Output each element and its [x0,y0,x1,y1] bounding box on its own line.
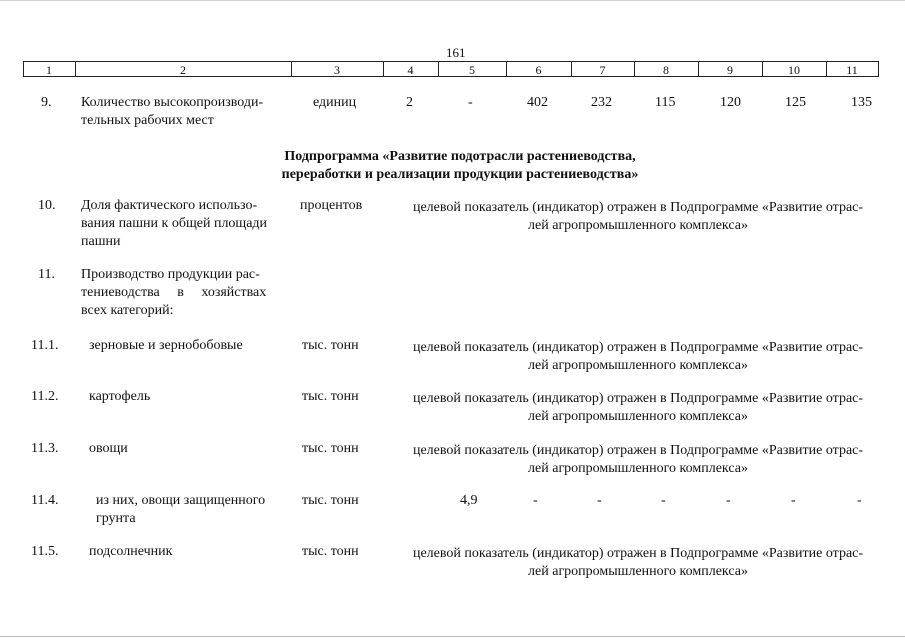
value-col-8: - [661,493,666,508]
indicator-name [96,492,265,528]
indicator-name-line: тельных рабочих мест [81,113,214,128]
row-number: 10. [38,198,56,213]
unit: процентов [300,198,363,213]
subprogram-title-line: переработки и реализации продукции растениеводства» [281,167,639,182]
indicator-note-line: целевой показатель (индикатор) отражен в Подпрограмме «Развитие отрас- [412,546,864,561]
scan-edge-top [0,0,905,1]
unit: тыс. тонн [302,441,359,456]
value-col-7: - [597,493,602,508]
value-col-10: - [791,493,796,508]
indicator-name: подсолнечник [89,544,173,559]
row-number: 11.2. [31,389,59,404]
indicator-note-line: лей агропромышленного комплекса» [528,409,748,424]
indicator-name-line: Производство продукции рас- [81,267,260,282]
indicator-note-line: целевой показатель (индикатор) отражен в Подпрограмме «Развитие отрас- [412,340,864,355]
value-col-4: 2 [406,95,413,110]
header-col-7: 7 [599,63,606,77]
header-col-1: 1 [46,63,52,77]
scan-edge-bottom [0,636,905,637]
value-col-4-5: 4,9 [460,493,478,508]
header-col-10: 10 [788,63,800,77]
indicator-name-line: пашни [81,234,121,249]
value-col-10: 125 [785,95,806,110]
header-col-3: 3 [334,63,340,77]
header-col-9: 9 [727,63,733,77]
indicator-note-line: целевой показатель (индикатор) отражен в Подпрограмме «Развитие отрас- [412,391,864,406]
row-number: 11. [38,267,55,282]
indicator-name [81,266,286,320]
subprogram-title-line: Подпрограмма «Развитие подотрасли растениеводства, [284,149,636,164]
indicator-note [388,199,888,235]
header-col-11: 11 [846,63,858,77]
indicator-note-line: целевой показатель (индикатор) отражен в Подпрограмме «Развитие отрас- [412,443,864,458]
indicator-name [81,197,286,251]
row-number: 11.4. [31,493,59,508]
header-col-5: 5 [469,63,475,77]
value-col-6: - [533,493,538,508]
header-col-8: 8 [663,63,669,77]
indicator-note-line: лей агропромышленного комплекса» [528,461,748,476]
indicator-name: зерновые и зернобобовые [89,338,243,353]
indicator-note-line: лей агропромышленного комплекса» [528,564,748,579]
indicator-name-line: вания пашни к общей площади [81,216,268,231]
value-col-7: 232 [591,95,612,110]
page-number: 161 [446,45,466,60]
indicator-name-line: всех категорий: [81,303,174,318]
header-col-2: 2 [180,63,186,77]
unit: единиц [313,95,357,110]
unit: тыс. тонн [302,544,359,559]
row-number: 11.1. [31,338,59,353]
value-col-6: 402 [527,95,548,110]
value-col-9: - [726,493,731,508]
indicator-name-line: тениеводства в хозяйствах [81,285,267,300]
subprogram-title [200,148,720,184]
unit: тыс. тонн [302,493,359,508]
unit: тыс. тонн [302,338,359,353]
indicator-note [388,442,888,478]
indicator-name [81,94,286,130]
value-col-5: - [468,95,473,110]
value-col-11: 135 [851,95,872,110]
value-col-11: - [857,493,862,508]
indicator-note [388,545,888,581]
row-number: 11.3. [31,441,59,456]
indicator-name-line: Количество высокопроизводи- [81,95,264,110]
header-col-4: 4 [407,63,414,77]
row-number: 9. [41,95,52,110]
indicator-note [388,390,888,426]
indicator-name: картофель [89,389,151,404]
header-col-6: 6 [535,63,542,77]
value-col-9: 120 [720,95,741,110]
indicator-name-line: Доля фактического использо- [81,198,258,213]
indicator-note [388,339,888,375]
indicator-note-line: целевой показатель (индикатор) отражен в Подпрограмме «Развитие отрас- [412,200,864,215]
value-col-8: 115 [655,95,676,110]
indicator-note-line: лей агропромышленного комплекса» [528,218,748,233]
indicator-note-line: лей агропромышленного комплекса» [528,358,748,373]
row-number: 11.5. [31,544,59,559]
indicator-name: овощи [89,441,128,456]
indicator-name-line: грунта [96,511,136,526]
indicator-name-line: из них, овощи защищенного [96,493,266,508]
unit: тыс. тонн [302,389,359,404]
